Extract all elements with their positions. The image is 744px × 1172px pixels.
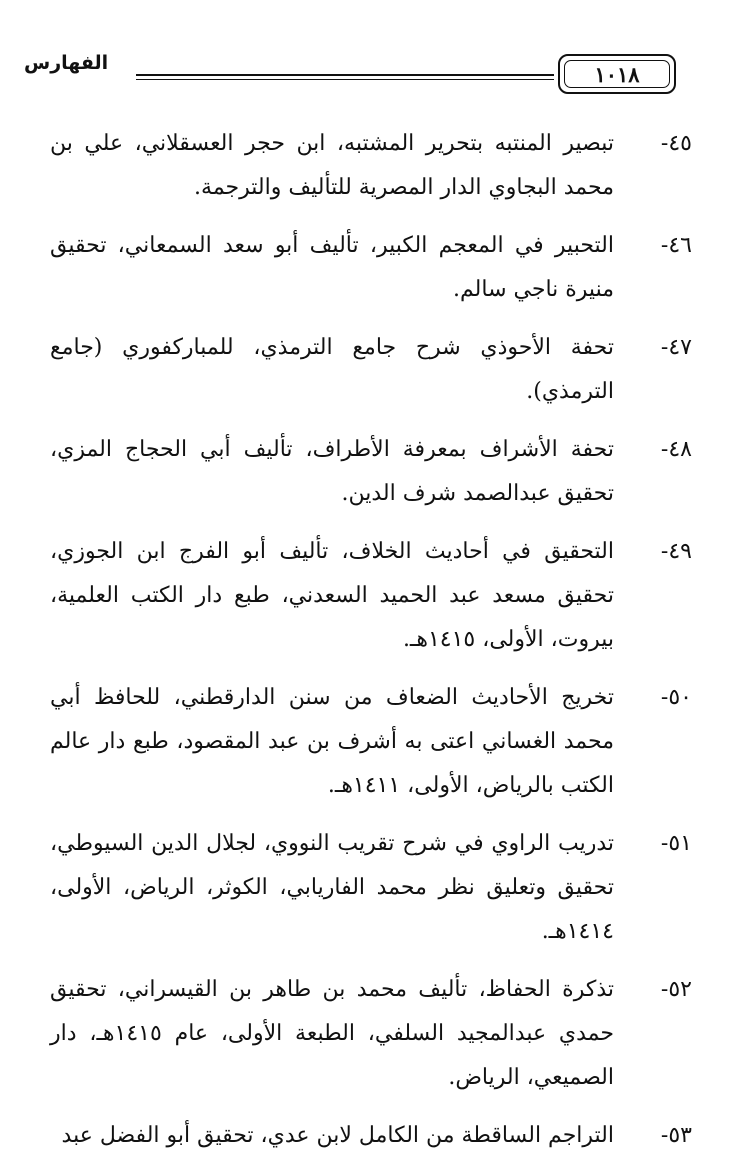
bibliography-entry [50,822,692,954]
entry-text: تدريب الراوي في شرح تقريب النووي، لجلال الدين السيوطي، تحقيق وتعليق نظر محمد الفاريابي، الكوثر، الرياض، الأولى، ١٤١٤هـ. [50,831,614,944]
entry-number: ٤٩- [660,539,692,564]
entry-text: تذكرة الحفاظ، تأليف محمد بن طاهر بن القيسراني، تحقيق حمدي عبدالمجيد السلفي، الطبعة الأولى، عام ١٤١٥هـ، دار الصميعي، الرياض. [50,977,614,1090]
bibliography-entry [50,224,692,312]
entry-text: التحقيق في أحاديث الخلاف، تأليف أبو الفرج ابن الجوزي، تحقيق مسعد عبد الحميد السعدني، طبع دار الكتب العلمية، بيروت، الأولى، ١٤١٥هـ. [50,539,614,652]
bibliography-entry [50,326,692,414]
page-header [24,44,676,100]
entry-number: ٥١- [660,831,692,856]
entry-number: ٤٧- [660,335,692,360]
bibliography-entry [50,1114,692,1158]
header-rule-thick [136,74,554,76]
entry-text: التراجم الساقطة من الكامل لابن عدي، تحقيق أبو الفضل عبد [61,1123,614,1148]
header-rule-thin [136,79,554,80]
entry-number: ٤٦- [660,233,692,258]
bibliography-entry [50,676,692,808]
entry-number: ٤٥- [660,131,692,156]
entry-text: التحبير في المعجم الكبير، تأليف أبو سعد السمعاني، تحقيق منيرة ناجي سالم. [50,233,614,302]
entry-text: تخريج الأحاديث الضعاف من سنن الدارقطني، للحافظ أبي محمد الغساني اعتى به أشرف بن عبد المقصود، طبع دار عالم الكتب بالرياض، الأولى، ١٤١١هـ. [50,685,614,798]
page-number-frame [558,54,676,94]
entry-number: ٤٨- [660,437,692,462]
bibliography-entry [50,122,692,210]
entry-number: ٥٣- [660,1123,692,1148]
bibliography-entry [50,428,692,516]
entry-text: تحفة الأحوذي شرح جامع الترمذي، للمباركفوري (جامع الترمذي). [50,335,614,404]
page-number: ١٠١٨ [594,61,640,87]
entry-number: ٥٢- [660,977,692,1002]
running-title: الفهارس [24,52,109,74]
entry-text: تبصير المنتبه بتحرير المشتبه، ابن حجر العسقلاني، علي بن محمد البجاوي الدار المصرية للتأليف والترجمة. [50,131,614,200]
entry-text: تحفة الأشراف بمعرفة الأطراف، تأليف أبي الحجاج المزي، تحقيق عبدالصمد شرف الدين. [50,437,614,506]
bibliography-list [50,122,692,1172]
entry-number: ٥٠- [660,685,692,710]
bibliography-entry [50,968,692,1100]
bibliography-entry [50,530,692,662]
